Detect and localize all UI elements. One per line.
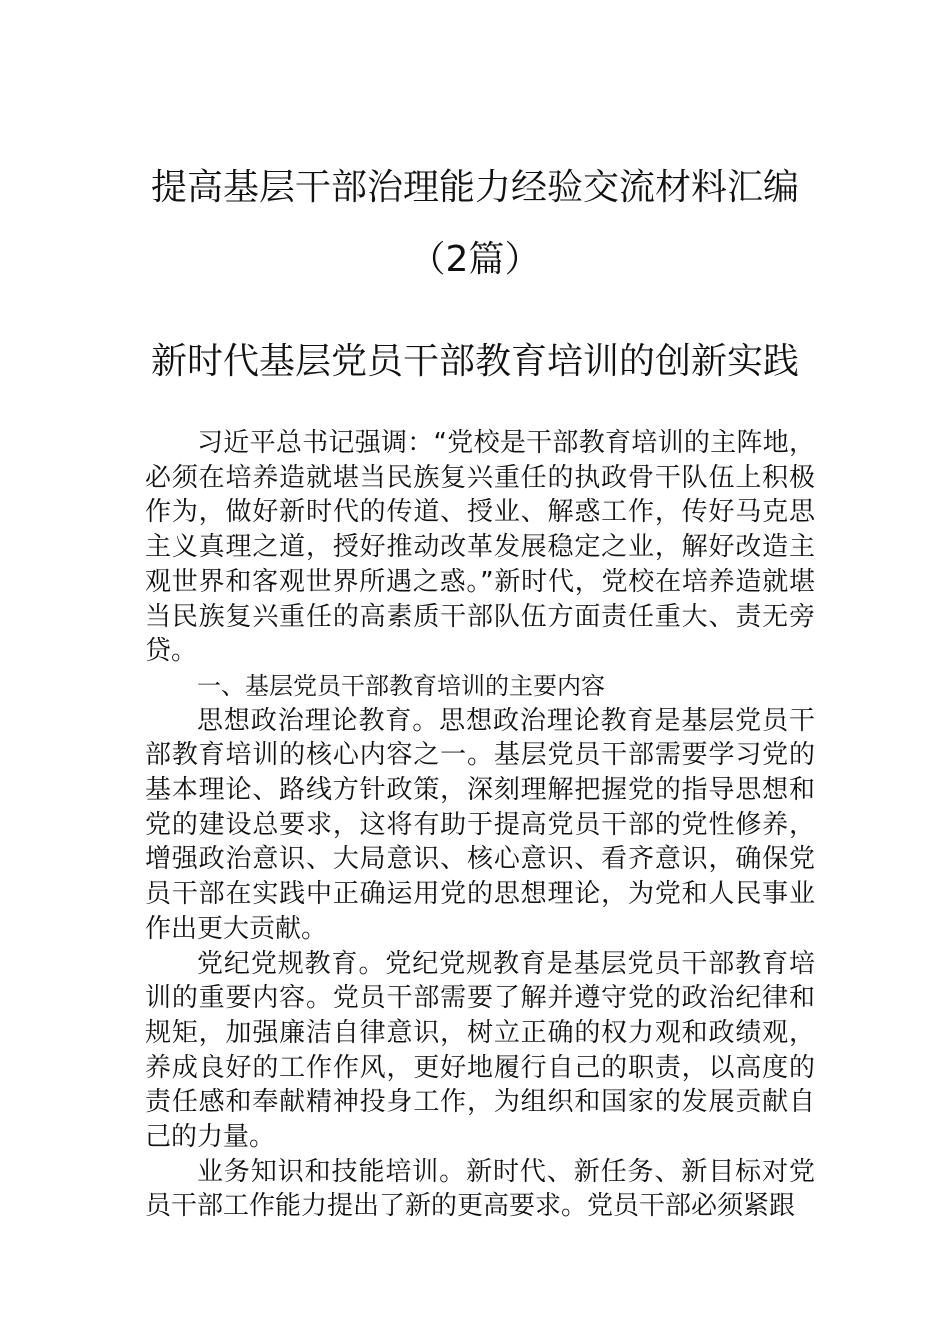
section-heading: 一、基层党员干部教育培训的主要内容 xyxy=(197,671,605,700)
article-title: 新时代基层党员干部教育培训的创新实践 xyxy=(150,341,799,382)
paragraph-skills-training: 业务知识和技能培训。新时代、新任务、新目标对党员干部工作能力提出了新的更高要求。党员干部必须紧跟 xyxy=(145,1156,815,1222)
paragraph-intro: 习近平总书记强调：“党校是干部教育培训的主阵地，必须在培养造就堪当民族复兴重任的执政骨干队伍上积极作为，做好新时代的传道、授业、解惑工作，传好马克思主义真理之道，授好推动改革发展稳定之业，解好改造主观世界和客观世界所遇之惑。”新时代，党校在培养造就堪当民族复兴重任的高素质干部队伍方面责任重大、责无旁贷。 xyxy=(145,428,815,667)
paragraph-political-education: 思想政治理论教育。思想政治理论教育是基层党员干部教育培训的核心内容之一。基层党员干部需要学习党的基本理论、路线方针政策，深刻理解把握党的指导思想和党的建设总要求，这将有助于提高党员干部的党性修养，增强政治意识、大局意识、核心意识、看齐意识，确保党员干部在实践中正确运用党的思想理论，为党和人民事业作出更大贡献。 xyxy=(145,705,815,944)
document-title: 提高基层干部治理能力经验交流材料汇编 xyxy=(150,167,799,208)
document-subtitle: （2篇） xyxy=(409,239,541,280)
paragraph-discipline-education: 党纪党规教育。党纪党规教育是基层党员干部教育培训的重要内容。党员干部需要了解并遵守党的政治纪律和规矩，加强廉洁自律意识，树立正确的权力观和政绩观，养成良好的工作作风，更好地履行自己的职责，以高度的责任感和奉献精神投身工作，为组织和国家的发展贡献自己的力量。 xyxy=(145,948,815,1153)
article-body xyxy=(145,426,815,1224)
